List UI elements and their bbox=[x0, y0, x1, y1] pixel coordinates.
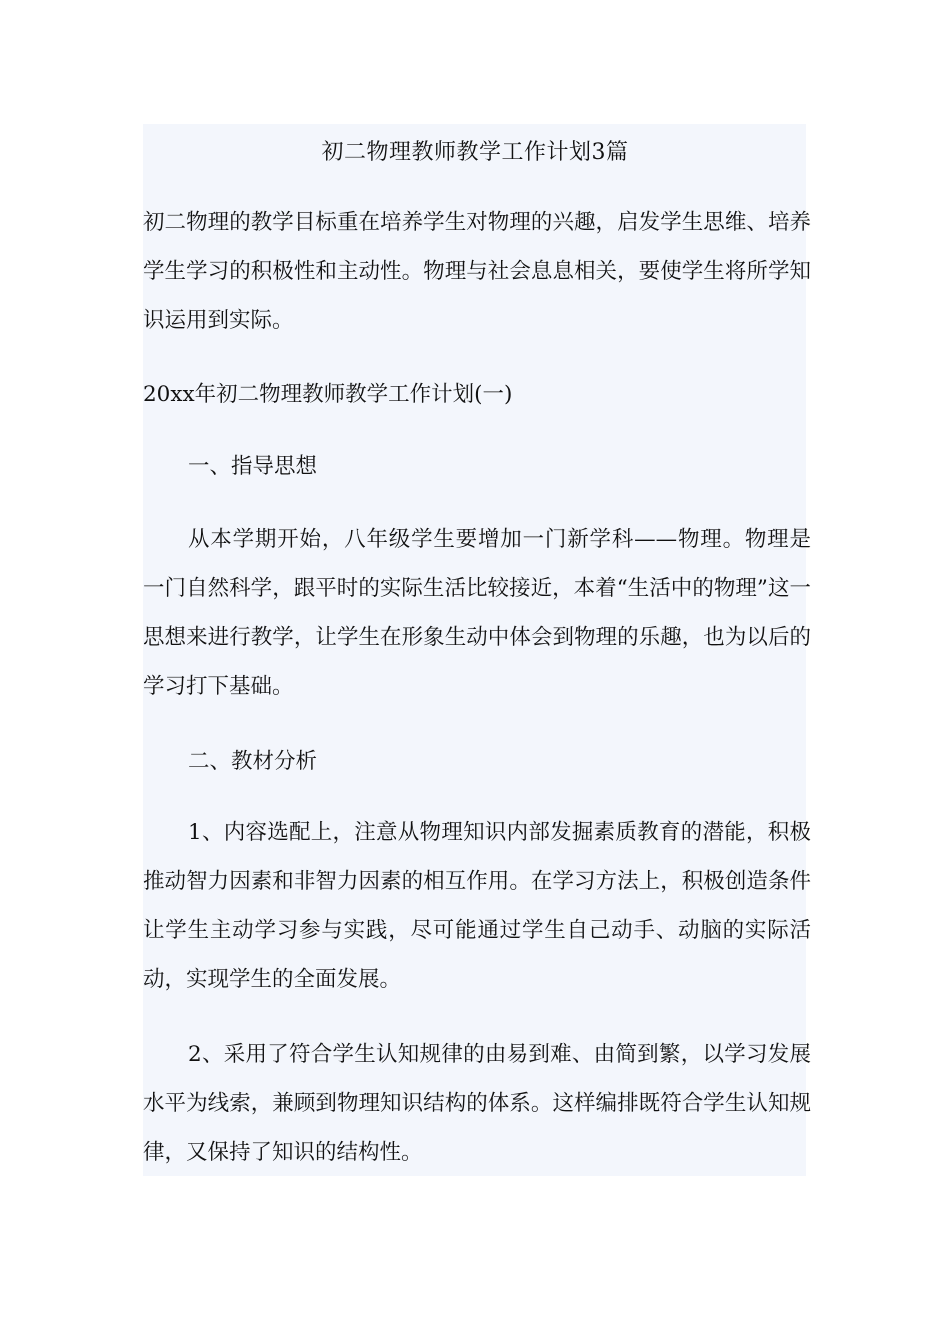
section-heading-guiding-ideology: 一、指导思想 bbox=[188, 454, 318, 479]
section-paragraph-guiding-ideology: 从本学期开始，八年级学生要增加一门新学科——物理。物理是一门自然科学，跟平时的实际生活比较接近，本着“生活中的物理”这一思想来进行教学，让学生在形象生动中体会到物理的乐趣，也为以后的学习打下基础。 bbox=[143, 527, 811, 699]
textbook-analysis-item-2: 2、采用了符合学生认知规律的由易到难、由简到繁，以学习发展水平为线索，兼顾到物理知识结构的体系。这样编排既符合学生认知规律，又保持了知识的结构性。 bbox=[143, 1042, 811, 1165]
intro-paragraph: 初二物理的教学目标重在培养学生对物理的兴趣，启发学生思维、培养学生学习的积极性和主动性。物理与社会息息相关，要使学生将所学知识运用到实际。 bbox=[143, 210, 811, 333]
document-title: 初二物理教师教学工作计划3篇 bbox=[321, 140, 629, 165]
section-heading-textbook-analysis: 二、教材分析 bbox=[188, 749, 318, 774]
textbook-analysis-item-1: 1、内容选配上，注意从物理知识内部发掘素质教育的潜能，积极推动智力因素和非智力因素的相互作用。在学习方法上，积极创造条件让学生主动学习参与实践，尽可能通过学生自己动手、动脑的实际活动，实现学生的全面发展。 bbox=[143, 820, 811, 992]
plan-heading: 20xx年初二物理教师教学工作计划(一) bbox=[143, 382, 513, 407]
